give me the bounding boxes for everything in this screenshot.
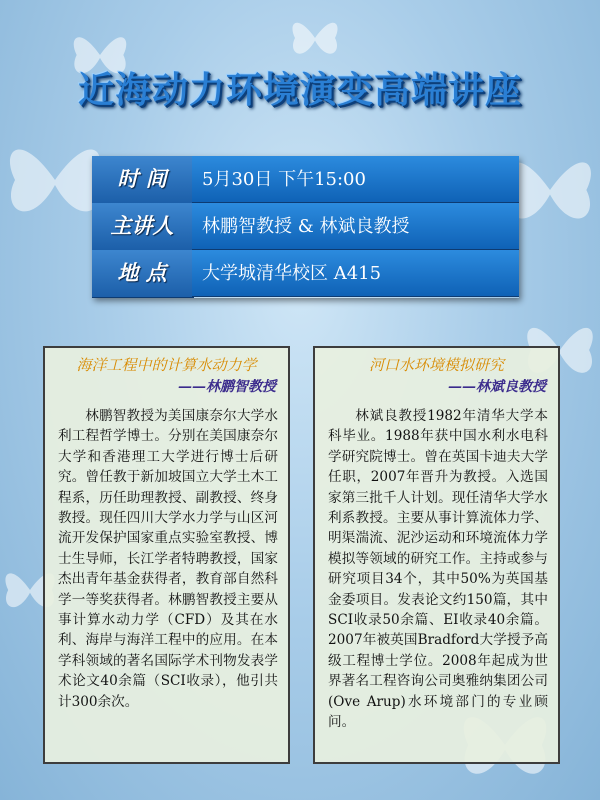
panel-speaker: ——林斌良教授 xyxy=(448,379,546,395)
panel-bio: 林斌良教授1982年清华大学本科毕业。1988年获中国水利水电科学研究院博士。曾在英国卡迪夫大学任职，2007年晋升为教授。入选国家第三批千人计划。现任清华大学水利系教授。主要从事计算流体力学、明渠湍流、泥沙运动和环境流体力学模拟等领域的研究工作。主持或参与研究项目34个，其中50%为英国基金委项目。发表论文约150篇，其中SCI收录50余篇、EI收录40余篇。2007年被英国Bradford大学授予高级工程博士学位。2008年起成为世界著名工程咨询公司奥雅纳集团公司(Ove Arup)水环境部门的专业顾问。 xyxy=(328,408,548,731)
speaker-panel-left xyxy=(43,346,290,764)
time-value: 5月30日 下午15:00 xyxy=(192,156,519,203)
panel-speaker: ——林鹏智教授 xyxy=(178,379,276,395)
location-value: 大学城清华校区 A415 xyxy=(192,250,519,297)
panel-bio: 林鹏智教授为美国康奈尔大学水利工程哲学博士。分别在美国康奈尔大学和香港理工大学进行博士后研究。曾任教于新加坡国立大学土木工程系，历任助理教授、副教授、终身教授。现任四川大学水力学与山区河流开发保护国家重点实验室教授、博士生导师，长江学者特聘教授，国家杰出青年基金获得者，教育部自然科学一等奖获得者。林鹏智教授主要从事计算水动力学（CFD）及其在水利、海岸与海洋工程中的应用。在本学科领域的著名国际学术刊物发表学术论文40余篇（SCI收录），他引共计300余次。 xyxy=(58,408,278,710)
speaker-label: 主讲人 xyxy=(92,203,194,251)
page-title: 近海动力环境演变高端讲座 xyxy=(77,70,522,111)
panel-title: 海洋工程中的计算水动力学 xyxy=(76,356,257,374)
info-row-location xyxy=(92,250,519,297)
panel-title: 河口水环境模拟研究 xyxy=(368,356,504,374)
butterfly-icon xyxy=(280,8,350,68)
info-row-speaker xyxy=(92,203,519,250)
time-label: 时 间 xyxy=(92,156,194,204)
info-row-time xyxy=(92,156,519,203)
speaker-value: 林鹏智教授 & 林斌良教授 xyxy=(192,203,519,250)
location-label: 地 点 xyxy=(92,250,194,298)
event-info-table xyxy=(92,156,519,298)
speaker-panel-right xyxy=(313,346,560,764)
